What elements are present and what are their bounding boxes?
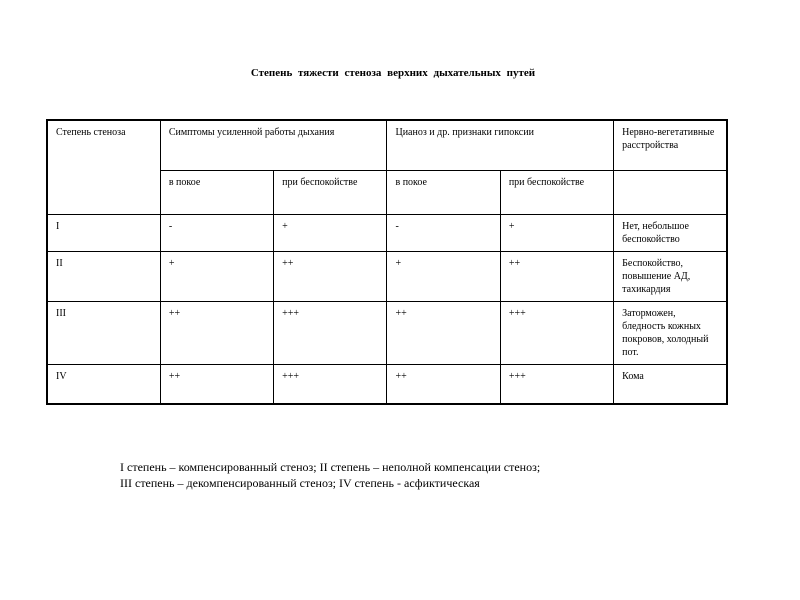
cell-degree: II [47, 252, 160, 302]
subheader-cyanosis-rest: в покое [387, 171, 500, 215]
cell-neuro: Нет, небольшое беспокойство [614, 215, 727, 252]
cell-degree: III [47, 302, 160, 365]
stenosis-table [46, 119, 728, 405]
subheader-symptoms-agitation: при беспокойстве [274, 171, 387, 215]
cell-degree: I [47, 215, 160, 252]
cell-neuro: Кома [614, 365, 727, 405]
table-row [47, 302, 727, 365]
cell-value: ++ [160, 365, 273, 405]
footnote-line: I степень – компенсированный стеноз; II степень – неполной компенсации стеноз; [120, 460, 541, 474]
header-cyanosis: Цианоз и др. признаки гипоксии [387, 120, 614, 171]
cell-neuro: Заторможен, бледность кожных покровов, холодный пот. [614, 302, 727, 365]
cell-value: + [274, 215, 387, 252]
cell-value: ++ [500, 252, 613, 302]
cell-value: +++ [274, 365, 387, 405]
table-header-row [47, 120, 727, 171]
cell-value: - [160, 215, 273, 252]
cell-value: ++ [387, 302, 500, 365]
subheader-symptoms-rest: в покое [160, 171, 273, 215]
cell-degree: IV [47, 365, 160, 405]
table-row [47, 215, 727, 252]
cell-value: ++ [274, 252, 387, 302]
cell-value: + [387, 252, 500, 302]
cell-neuro: Беспокойство, повышение АД, тахикардия [614, 252, 727, 302]
cell-value: +++ [500, 302, 613, 365]
table-row [47, 252, 727, 302]
cell-value: - [387, 215, 500, 252]
cell-value: +++ [274, 302, 387, 365]
table-row [47, 365, 727, 405]
header-neuro: Нервно-вегетативные расстройства [614, 120, 727, 171]
header-degree: Степень стеноза [47, 120, 160, 215]
cell-value: +++ [500, 365, 613, 405]
cell-value: + [160, 252, 273, 302]
subheader-cyanosis-agitation: при беспокойстве [500, 171, 613, 215]
footnote [120, 459, 540, 491]
cell-value: ++ [160, 302, 273, 365]
header-symptoms: Симптомы усиленной работы дыхания [160, 120, 387, 171]
cell-value: + [500, 215, 613, 252]
subheader-neuro-empty [614, 171, 727, 215]
cell-value: ++ [387, 365, 500, 405]
page-title: Степень тяжести стеноза верхних дыхательных путей [250, 67, 536, 79]
footnote-line: III степень – декомпенсированный стеноз; IV степень - асфиктическая [120, 476, 480, 490]
